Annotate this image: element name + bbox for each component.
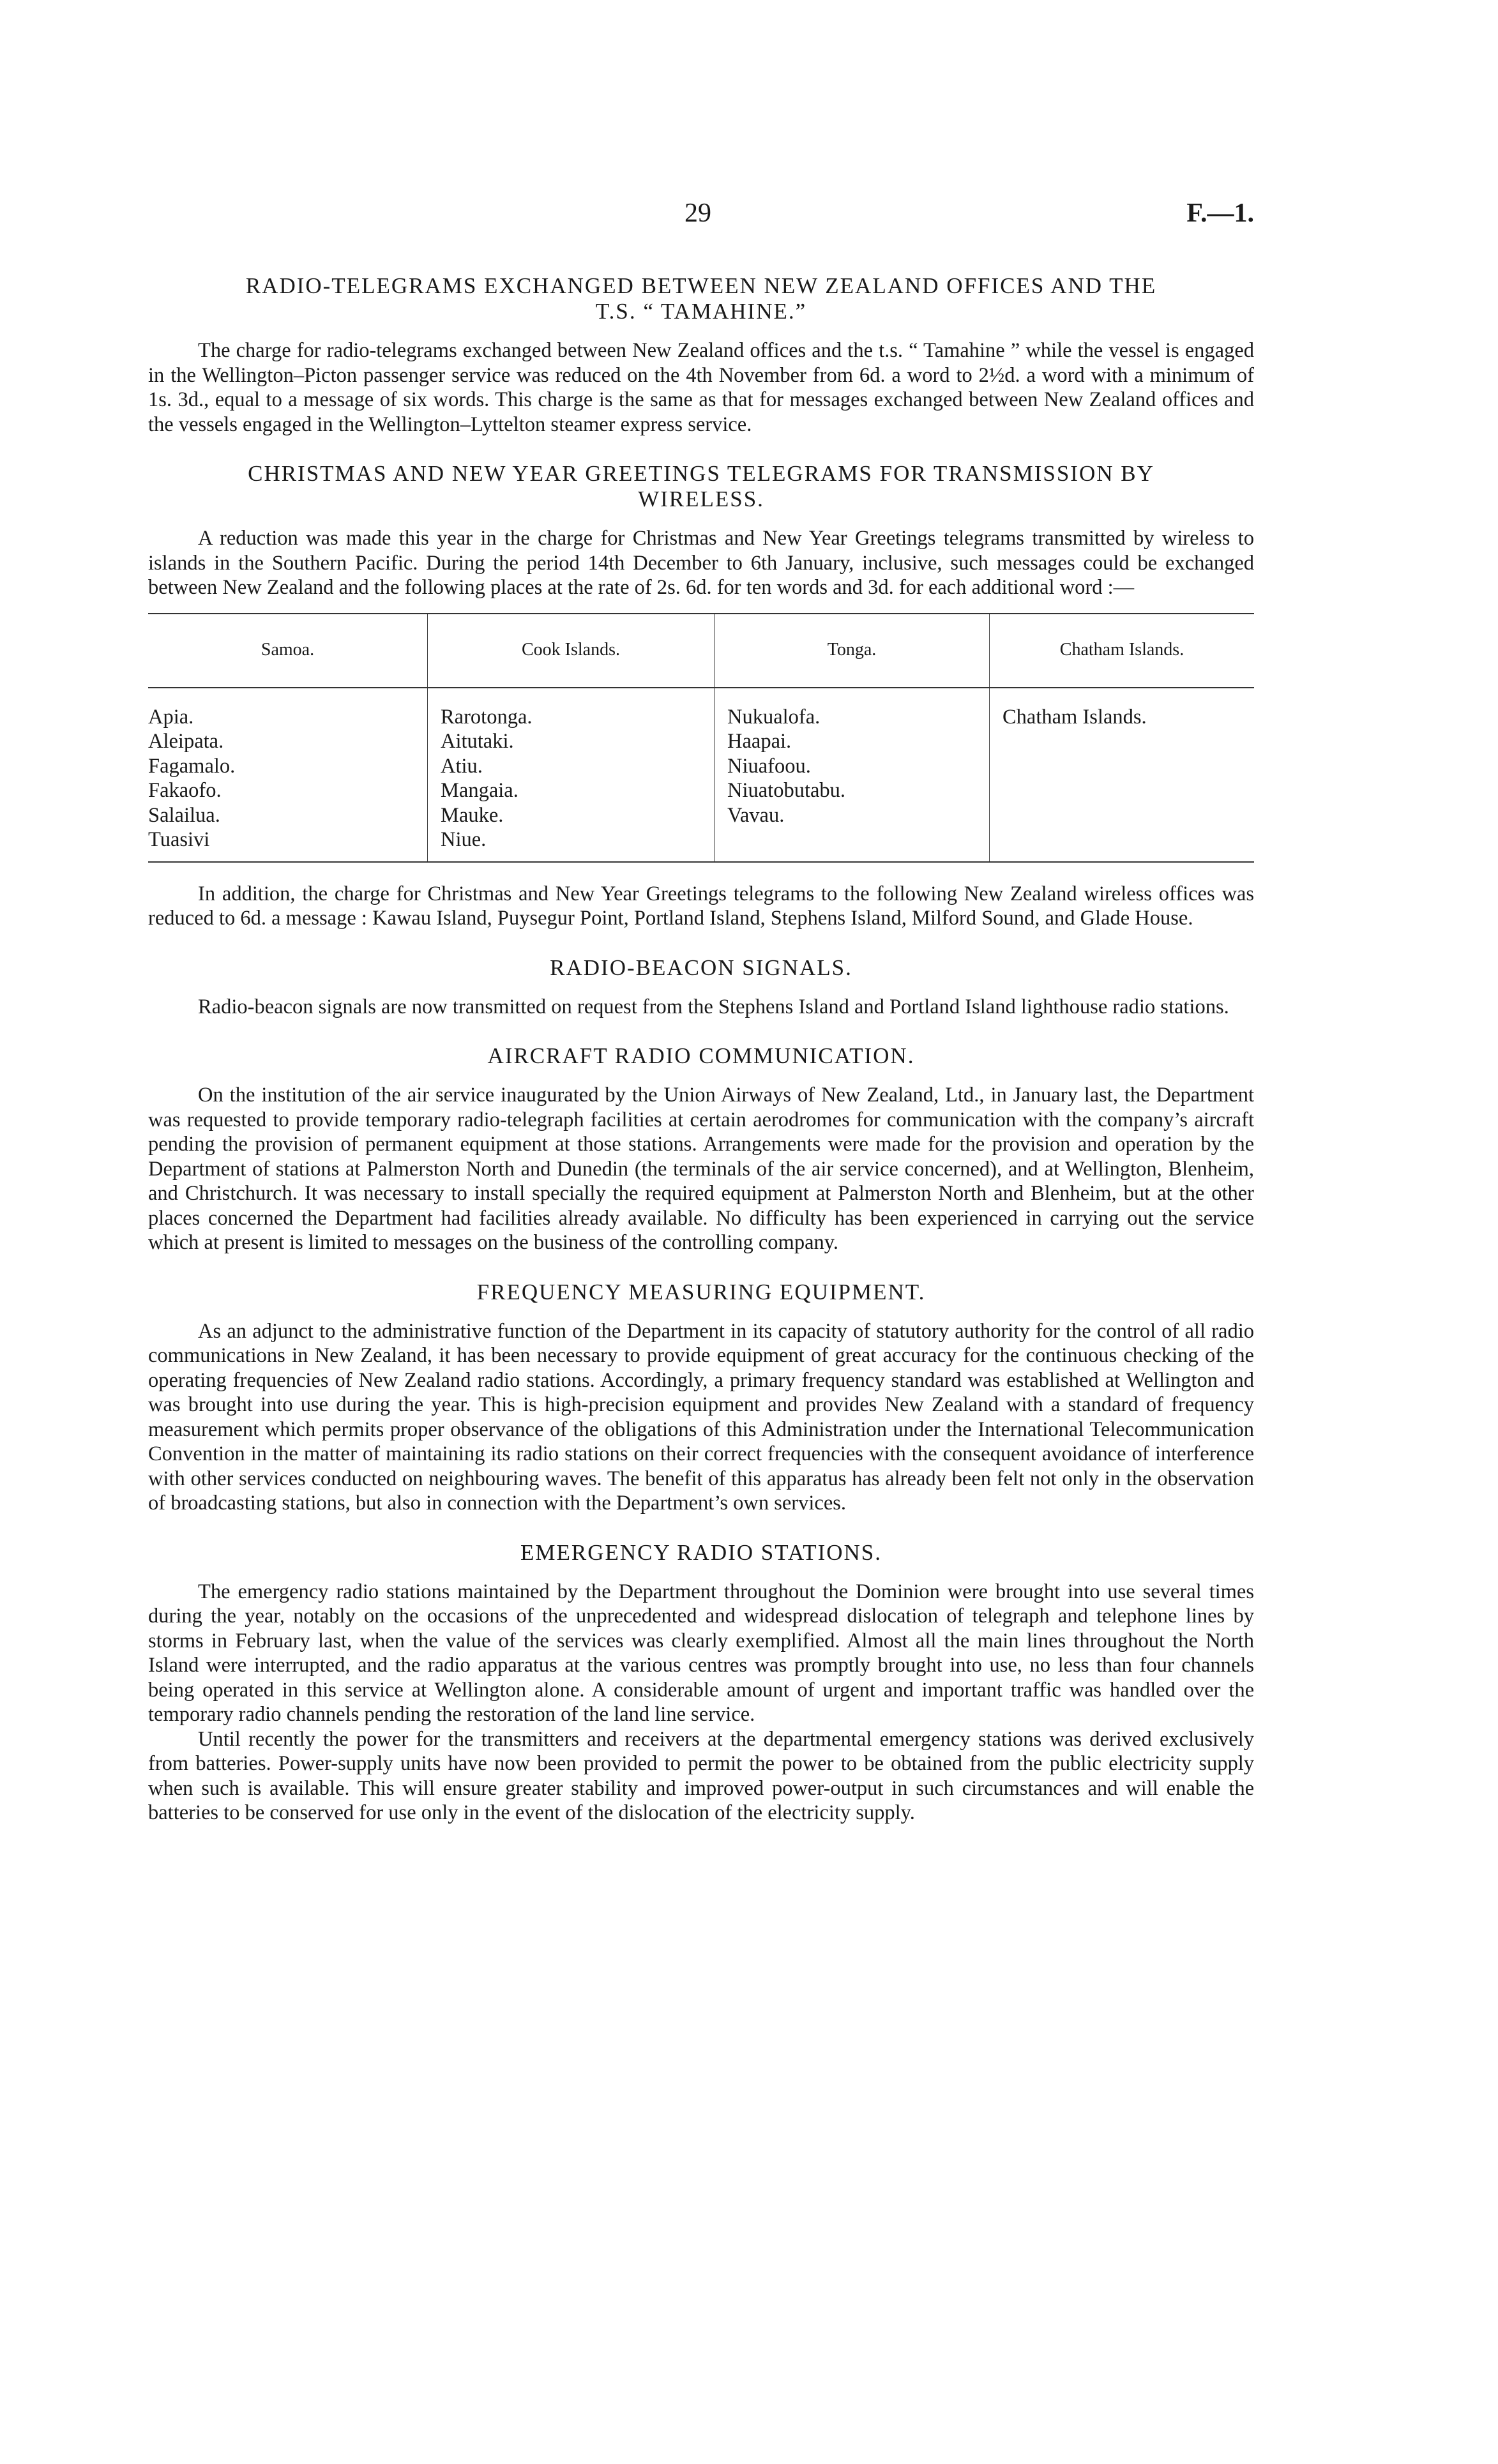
paragraph-frequency-measuring: As an adjunct to the administrative function of the Department in its capacity of statutory authority for the control of all radio communications in New Zealand, it has been necessary to provide equipment of great accuracy for the continuous checking of the operating frequencies of New Zealand radio stations. Accordingly, a primary frequency standard was established at Wellington and was brought into use during the year. This is high-precision equipment and provides New Zealand with a standard of frequency measurement which permits proper observance of the obligations of this Administration under the International Telecommunication Convention in the matter of maintaining its radio stations on their correct frequencies with the consequent avoidance of interference with other services conducted on neighbouring waves. The benefit of this apparatus has already been felt not only in the observation of broadcasting stations, but also in connection with the Department’s own services. <box>148 1319 1254 1515</box>
column-tonga-places <box>715 688 990 862</box>
greetings-places-table <box>148 613 1254 863</box>
document-page <box>148 198 1254 1825</box>
place-name: Niuatobutabu. <box>727 779 846 802</box>
place-name: Apia. <box>148 705 194 729</box>
section-heading-frequency-measuring: FREQUENCY MEASURING EQUIPMENT. <box>476 1279 926 1304</box>
column-header-samoa: Samoa. <box>148 614 428 688</box>
column-cook-islands-places <box>428 688 715 862</box>
section-tamahine <box>148 273 1254 437</box>
place-name: Niuafoou. <box>727 754 811 778</box>
place-name: Rarotonga. <box>441 705 533 729</box>
place-name: Haapai. <box>727 730 792 753</box>
place-name: Salailua. <box>148 803 220 827</box>
paragraph-radio-beacon: Radio-beacon signals are now transmitted on request from the Stephens Island and Portland Island lighthouse radio stations. <box>198 995 1229 1018</box>
section-emergency-radio <box>148 1540 1254 1825</box>
table-row <box>148 688 1254 862</box>
column-header-cook-islands: Cook Islands. <box>428 614 715 688</box>
page-header <box>148 198 1254 236</box>
place-name: Mangaia. <box>441 779 518 802</box>
column-header-chatham-islands: Chatham Islands. <box>990 614 1255 688</box>
document-reference: F.—1. <box>1186 199 1254 228</box>
place-name: Vavau. <box>727 803 785 827</box>
column-header-tonga: Tonga. <box>715 614 990 688</box>
paragraph-emergency-radio-2: Until recently the power for the transmitters and receivers at the departmental emergency stations was derived exclusively from batteries. Power-supply units have now been provided to permit the power to be obtained from the public electricity supply when such is available. This will ensure greater stability and improved power-output in such circumstances and will enable the batteries to be conserved for use only in the event of the dislocation of the electricity supply. <box>148 1727 1254 1824</box>
section-heading-tamahine-line2: T.S. “ TAMAHINE.” <box>595 299 807 324</box>
place-name: Mauke. <box>441 803 504 827</box>
section-heading-aircraft-radio: AIRCRAFT RADIO COMMUNICATION. <box>487 1043 915 1068</box>
place-name: Chatham Islands. <box>1002 705 1147 729</box>
place-name: Atiu. <box>441 754 483 778</box>
place-name: Niue. <box>441 828 487 851</box>
place-name: Aleipata. <box>148 730 224 753</box>
paragraph-aircraft-radio: On the institution of the air service inaugurated by the Union Airways of New Zealand, Ltd., in January last, the Department was requested to provide temporary radio-telegraph facilities at certain aerodromes for communication with the company’s aircraft pending the provision of permanent equipment at those stations. Arrangements were made for the provision and operation by the Department of stations at Palmerston North and Dunedin (the terminals of the air service concerned), and at Wellington, Blenheim, and Christchurch. It was necessary to install specially the required equipment at Palmerston North and Blenheim, but at the other places concerned the Department had facilities already available. No difficulty has been experienced in carrying out the service which at present is limited to messages on the business of the controlling company. <box>148 1084 1254 1254</box>
paragraph-emergency-radio-1: The emergency radio stations maintained by the Department throughout the Dominion were brought into use several times during the year, notably on the occasions of the unprecedented and widespread dislocation of telegraph and telephone lines by storms in February last, when the value of the services was clearly exemplified. Almost all the main lines throughout the North Island were interrupted, and the radio apparatus at the various centres was promptly brought into use, no less than four channels being operated in this service at Wellington alone. A considerable amount of urgent and important traffic was handled over the temporary radio channels pending the restoration of the land line service. <box>148 1580 1254 1726</box>
paragraph-greetings-addition: In addition, the charge for Christmas and New Year Greetings telegrams to the following New Zealand wireless offices was reduced to 6d. a message : Kawau Island, Puysegur Point, Portland Island, Stephens Island, Milford Sound, and Glade House. <box>148 882 1254 930</box>
section-heading-tamahine-line1: RADIO-TELEGRAMS EXCHANGED BETWEEN NEW ZEALAND OFFICES AND THE <box>245 273 1157 298</box>
page-number: 29 <box>685 199 711 228</box>
section-radio-beacon <box>148 955 1254 1020</box>
place-name: Nukualofa. <box>727 705 821 729</box>
section-heading-greetings-line1: CHRISTMAS AND NEW YEAR GREETINGS TELEGRAMS FOR TRANSMISSION BY <box>248 461 1154 486</box>
paragraph-tamahine: The charge for radio-telegrams exchanged between New Zealand offices and the t.s. “ Tamahine ” while the vessel is engaged in the Wellington–Picton passenger service was reduced on the 4th November from 6d. a word to 2½d. a word with a minimum of 1s. 3d., equal to a message of six words. This charge is the same as that for messages exchanged between New Zealand offices and the vessels engaged in the Wellington–Lyttelton steamer express service. <box>148 339 1254 436</box>
table-header-row <box>148 614 1254 688</box>
place-name: Fakaofo. <box>148 779 222 802</box>
section-heading-emergency-radio: EMERGENCY RADIO STATIONS. <box>520 1539 882 1565</box>
column-chatham-islands-places <box>990 688 1255 862</box>
section-greetings <box>148 461 1254 931</box>
place-name: Fagamalo. <box>148 754 236 778</box>
place-name: Tuasivi <box>148 828 210 851</box>
section-heading-greetings-line2: WIRELESS. <box>638 487 764 511</box>
place-name: Aitutaki. <box>441 730 514 753</box>
paragraph-greetings: A reduction was made this year in the charge for Christmas and New Year Greetings telegrams transmitted by wireless to islands in the Southern Pacific. During the period 14th December to 6th January, inclusive, such messages could be exchanged between New Zealand and the following places at the rate of 2s. 6d. for ten words and 3d. for each additional word :— <box>148 527 1254 599</box>
section-frequency-measuring <box>148 1280 1254 1516</box>
section-heading-radio-beacon: RADIO-BEACON SIGNALS. <box>550 955 852 980</box>
column-samoa-places <box>148 688 428 862</box>
section-aircraft-radio <box>148 1043 1254 1255</box>
